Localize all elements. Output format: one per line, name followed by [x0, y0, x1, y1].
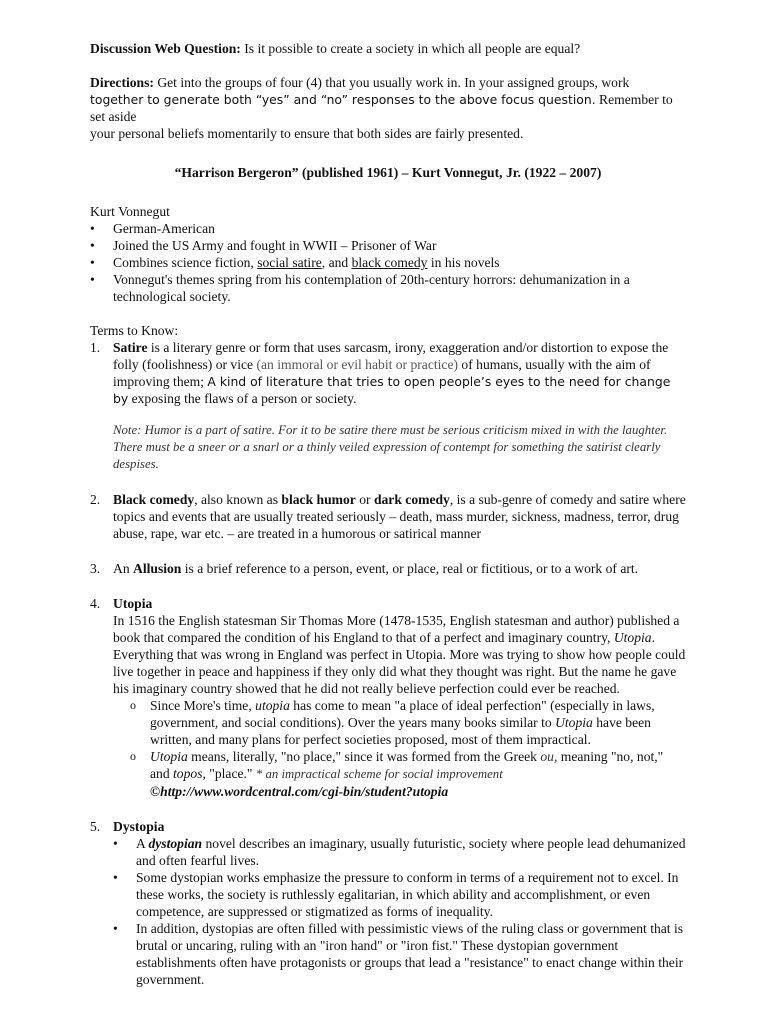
author-section [90, 203, 686, 305]
utopia-subpoints [113, 697, 686, 800]
term-black-comedy: 2. Black comedy, also known as black humor or dark comedy, is a sub-genre of comedy and satire where topics and events that are usually treated seriously – death, mass murder, sickness, madness, terror, drug abuse, rape, war etc. – are treated in a humorous or satirical manner [90, 492, 686, 541]
list-item: o Utopia means, literally, "no place," since it was formed from the Greek ou, meaning "no, not," and topos, "place." * an impractical scheme for social improvement ©http://www.wordcentral.com/cgi-bin/student?utopia [130, 748, 686, 800]
list-item: • In addition, dystopias are often filled with pessimistic views of the ruling class or government that is brutal or uncaring, ruling with an "iron hand" or "iron fist." These dystopian government establishments often have protagonists or groups that lead a "resistance" to enact change within their government. [113, 920, 686, 988]
directions [90, 74, 686, 142]
terms-section [90, 322, 686, 988]
term-satire: 1. Satire is a literary genre or form that uses sarcasm, irony, exaggeration and/or distortion to expose the folly (foolishness) or vice (an immoral or evil habit or practice) of humans, usually with the aim of improving them; A kind of literature that tries to open people’s eyes to the need for change by exposing the flaws of a person or society. Note: Humor is a part of satire. For it to be satire there must be serious criticism mixed in with the laughter. There must be a sneer or a snarl or a thinly veiled expression of contempt for something the satirist clearly despises. [90, 339, 686, 473]
directions-line2-tail: Remember to set aside [90, 92, 673, 124]
dystopia-bullets [113, 835, 686, 988]
term-allusion: 3. An Allusion is a brief reference to a person, event, or place, real or fictitious, or to a work of art. [90, 561, 639, 576]
terms-heading: Terms to Know: [90, 323, 179, 338]
directions-label: Directions: [90, 75, 154, 90]
discussion-question [90, 40, 686, 57]
question-text: Is it possible to create a society in which all people are equal? [240, 41, 581, 56]
list-item: • A dystopian novel describes an imaginary, usually futuristic, society where people lead dehumanized and often fearful lives. [113, 835, 686, 869]
directions-line2: together to generate both “yes” and “no” responses to the above focus question. [90, 92, 596, 107]
directions-line3: your personal beliefs momentarily to ensure that both sides are fairly presented. [90, 126, 524, 141]
story-title [90, 164, 686, 181]
term-dystopia: 5. Dystopia • A dystopian novel describes an imaginary, usually futuristic, society where people lead dehumanized and often fearful lives. • Some dystopian works emphasize the pressure to conform in terms of a requirement not to excel. In these works, the society is ruthlessly egalitarian, in which ability and accomplishment, or even competence, are suppressed or stigmatized as forms of inequality. • In addition, dystopias are often filled with pessimistic views of the ruling class or government that is brutal or uncaring, ruling with an "iron hand" or "iron fist." These dystopian government establishments often have protagonists or groups that lead a "resistance" to enact change within their government. [90, 818, 686, 988]
list-item: • Some dystopian works emphasize the pressure to conform in terms of a requirement not to excel. In these works, the society is ruthlessly egalitarian, in which ability and accomplishment, or even competence, are suppressed or stigmatized as forms of inequality. [113, 869, 686, 920]
satire-note: Note: Humor is a part of satire. For it to be satire there must be serious criticism mixed in with the laughter. There must be a sneer or a snarl or a thinly veiled expression of contempt for something the satirist clearly despises. [113, 423, 668, 471]
list-item: • Vonnegut's themes spring from his contemplation of 20th-century horrors: dehumanization in a technological society. [90, 271, 686, 305]
list-item: • German-American [90, 220, 686, 237]
story-title-text: “Harrison Bergeron” (published 1961) – Kurt Vonnegut, Jr. (1922 – 2007) [174, 165, 602, 180]
term-utopia: 4. Utopia In 1516 the English statesman Sir Thomas More (1478-1535, English statesman and author) published a book that compared the condition of his England to that of a perfect and imaginary country, Utopia. Everything that was wrong in England was perfect in Utopia. More was trying to show how people could live together in peace and happiness if they only did what they thought was right. But the name he gave his imaginary country showed that he did not really believe perfection could ever be reached. o Since More's time, utopia has come to mean "a place of ideal perfection" (especially in laws, government, and social conditions). Over the years many books similar to Utopia have been written, and many plans for perfect societies proposed, most of them impractical. o Utopia means, literally, "no place," since it was formed from the Greek ou, meaning "no, not," and topos, "place." * an impractical scheme for social improvement ©http://www.wordcentral.com/cgi-bin/student?utopia [90, 595, 686, 800]
list-item: • Joined the US Army and fought in WWII – Prisoner of War [90, 237, 686, 254]
list-item: o Since More's time, utopia has come to mean "a place of ideal perfection" (especially in laws, government, and social conditions). Over the years many books similar to Utopia have been written, and many plans for perfect societies proposed, most of them impractical. [130, 697, 686, 748]
list-item: • Combines science fiction, social satire, and black comedy in his novels [90, 254, 686, 271]
source-citation: ©http://www.wordcentral.com/cgi-bin/student?utopia [150, 784, 449, 799]
author-heading: Kurt Vonnegut [90, 204, 170, 219]
social-satire-term: social satire [257, 255, 322, 270]
directions-line1: Get into the groups of four (4) that you usually work in. In your assigned groups, work [153, 75, 630, 90]
black-comedy-term: black comedy [351, 255, 428, 270]
author-bullets [90, 220, 686, 305]
question-label: Discussion Web Question: [90, 41, 241, 56]
